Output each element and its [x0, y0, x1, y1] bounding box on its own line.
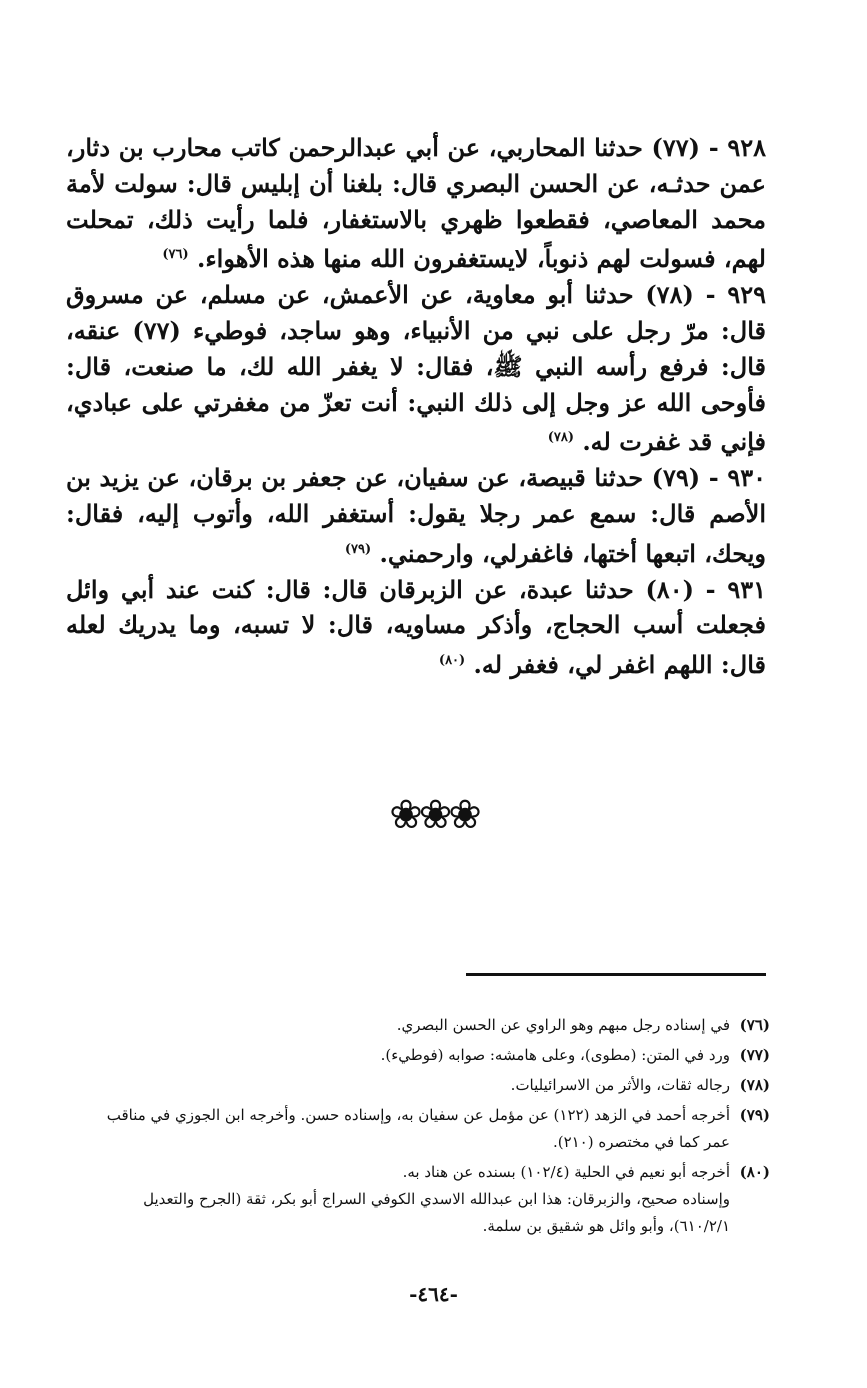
hadith-text: حدثنا المحاربي، عن أبي عبدالرحمن كاتب محارب بن دثار، عمن حدثـه، عن الحسن البصري قال: بلغنا أن إبليس قال: سولت لأمة محمد المعاصي، فقطعوا ظهري بالاستغفار، فلما رأيت ذلك، تمحلت لهم، فسولت لهم ذنوباً، لايستغفرون الله منها هذه الأهواء.	[66, 133, 766, 274]
footnote-78	[100, 1072, 770, 1099]
hadith-number: ٩٢٨	[727, 133, 767, 162]
footnote-number: (٧٧)	[739, 1046, 770, 1064]
hadith-ref: (٨٠)	[645, 574, 694, 604]
footnote-text: في إسناده رجل مبهم وهو الراوي عن الحسن البصري.	[396, 1016, 730, 1034]
footnote-number: (٧٩)	[739, 1106, 770, 1124]
hadith-ref: (٧٧)	[651, 133, 701, 162]
footnote-text: أخرجه أبو نعيم في الحلية (١٠٢/٤) بسنده عن هناد به.	[402, 1163, 730, 1181]
footnote-79	[100, 1102, 770, 1156]
hadith-text: حدثنا عبدة، عن الزبرقان قال: قال: كنت عند أبي وائل فجعلت أسب الحجاج، وأذكر مساويه، قال: لا تسبه، وما يدريك لعله قال: اللهم اغفر لي، فغفر له.	[66, 574, 766, 680]
footnote-77	[100, 1042, 770, 1069]
footnotes	[100, 1012, 770, 1243]
footnote-number: (٧٦)	[739, 1016, 770, 1034]
footnote-number: (٨٠)	[739, 1163, 770, 1181]
hadith-text: حدثنا أبو معاوية، عن الأعمش، عن مسلم، عن مسروق قال: مرّ رجل على نبي من الأنبياء، وهو ساجد، فوطيء (٧٧) عنقه، قال: فرفع رأسه النبي ﷺ، فقال: لا يغفر الله لك، ما صنعت، قال: فأوحى الله عز وجل إلى ذلك النبي: أنت تعزّ من مغفرتي على عبادي، فإني قد غفرت له.	[66, 280, 767, 457]
footnote-text: وإسناده صحيح، والزبرقان: هذا ابن عبدالله الاسدي الكوفي السراج أبو بكر، ثقة (الجرح والتعديل	[143, 1190, 730, 1208]
footnote-text: ٦١٠/٢/١)، وأبو وائل هو شقيق بن سلمة.	[482, 1217, 730, 1235]
footnote-divider	[466, 973, 766, 976]
hadith-ref: (٧٨)	[645, 280, 694, 310]
flower-ornament-icon: ❀❀❀	[389, 792, 478, 838]
footnote-text: عمر كما في مختصره (٢١٠).	[552, 1133, 730, 1151]
hadith-929: ٩٢٩ - (٧٨) حدثنا أبو معاوية، عن الأعمش، عن مسلم، عن مسروق قال: مرّ رجل على نبي من الأنبياء، وهو ساجد، فوطيء (٧٧) عنقه، قال: فرفع رأسه النبي ﷺ، فقال: لا يغفر الله لك، ما صنعت، قال: فأوحى الله عز وجل إلى ذلك النبي: أنت تعزّ من مغفرتي على عبادي، فإني قد غفرت له. $^{(٧٨)}$	[66, 280, 767, 457]
hadith-number: ٩٣٠	[727, 463, 766, 493]
page-number: -٤٦٤-	[409, 1282, 458, 1306]
hadith-ref: (٧٩)	[651, 463, 701, 493]
hadith-928: ٩٢٨ - (٧٧) حدثنا المحاربي، عن أبي عبدالرحمن كاتب محارب بن دثار، عمن حدثـه، عن الحسن البصري قال: بلغنا أن إبليس قال: سولت لأمة محمد المعاصي، فقطعوا ظهري بالاستغفار، فلما رأيت ذلك، تمحلت لهم، فسولت لهم ذنوباً، لايستغفرون الله منها هذه الأهواء. $^{(٧٦)}$	[66, 133, 767, 274]
footnote-ref: (٧٨)	[547, 430, 574, 446]
hadith-931: ٩٣١ - (٨٠) حدثنا عبدة، عن الزبرقان قال: قال: كنت عند أبي وائل فجعلت أسب الحجاج، وأذكر مساويه، قال: لا تسبه، وما يدريك لعله قال: اللهم اغفر لي، فغفر له. $^{(٨٠)}$	[66, 574, 766, 680]
hadith-number: ٩٣١	[727, 574, 766, 604]
main-text	[66, 130, 766, 683]
footnote-76	[100, 1012, 770, 1039]
footnote-text: أخرجه أحمد في الزهد (١٢٢) عن مؤمل عن سفيان به، وإسناده حسن. وأخرجه ابن الجوزي في مناقب	[106, 1106, 730, 1124]
footnote-text: رجاله ثقات، والأثر من الاسرائيليات.	[510, 1076, 730, 1094]
footnote-number: (٧٨)	[739, 1076, 770, 1094]
hadith-text: حدثنا قبيصة، عن سفيان، عن جعفر بن برقان، عن يزيد بن الأصم قال: سمع عمر رجلا يقول: أستغفر الله، وأتوب إليه، فقال: ويحك، اتبعها أختها، فاغفرلي، وارحمني.	[66, 463, 766, 568]
footnote-ref: (٨٠)	[438, 653, 466, 669]
hadith-930: ٩٣٠ - (٧٩) حدثنا قبيصة، عن سفيان، عن جعفر بن برقان، عن يزيد بن الأصم قال: سمع عمر رجلا يقول: أستغفر الله، وأتوب إليه، فقال: ويحك، اتبعها أختها، فاغفرلي، وارحمني. $^{(٧٩)}$	[66, 463, 766, 568]
footnote-ref: (٧٩)	[344, 541, 372, 557]
hadith-number: ٩٢٩	[727, 280, 766, 310]
footnote-80	[100, 1159, 770, 1240]
footnote-text: ورد في المتن: (مطوى)، وعلى هامشه: صوابه (فوطيء).	[380, 1046, 730, 1064]
footnote-ref: (٧٦)	[162, 247, 189, 263]
